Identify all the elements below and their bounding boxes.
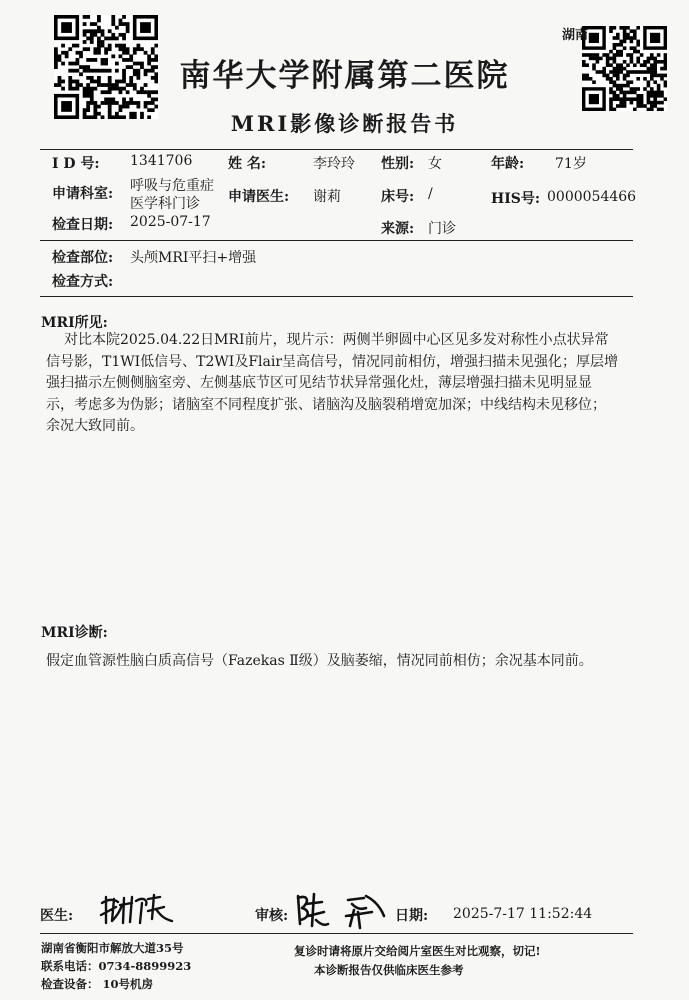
diagnosis-text: 假定血管源性脑白质高信号（Fazekas Ⅱ级）及脑萎缩，情况同前相仿；余况基本同前。 — [46, 653, 593, 669]
exam-part-value: 头颅MRI平扫+增强 — [130, 250, 257, 266]
name-value: 李玲玲 — [313, 156, 355, 172]
notice-compare: 复诊时请将原片交给阅片室医生对比观察，切记! — [294, 944, 541, 958]
age-label: 年龄: — [491, 156, 525, 172]
findings-line: 对比本院2025.04.22日MRI前片，现片示：两侧半卵圆中心区见多发对称性小点状异常 — [64, 332, 609, 348]
physician-label: 医生: — [40, 908, 74, 924]
findings-text — [46, 330, 636, 438]
rule-exam-bottom — [40, 296, 633, 297]
contact-phone: 联系电话：0734-8899923 — [41, 959, 192, 973]
id-value: 1341706 — [130, 153, 193, 169]
age-value: 71岁 — [555, 156, 587, 172]
sex-value: 女 — [428, 156, 442, 172]
findings-line: 强扫描示左侧侧脑室旁、左侧基底节区可见结节状异常强化灶，薄层增强扫描未见明显显 — [46, 375, 592, 391]
date-value: 2025-07-17 — [130, 214, 211, 230]
findings-line: 信号影，T1WI低信号、T2WI及Flair呈高信号，情况同前相仿，增强扫描未见强化；厚层增 — [46, 353, 619, 370]
rule-top — [40, 149, 633, 150]
his-label: HIS号: — [491, 191, 541, 207]
physician-signature — [98, 893, 180, 927]
exam-device: 检查设备： 10号机房 — [41, 977, 154, 991]
rule-info-bottom — [40, 240, 633, 241]
notice-reference: 本诊断报告仅供临床医生参考 — [314, 963, 464, 977]
sex-label: 性别: — [381, 156, 415, 172]
source-label: 来源: — [381, 221, 415, 237]
hospital-address: 湖南省衡阳市解放大道35号 — [41, 941, 184, 955]
his-value: 0000054466 — [547, 189, 637, 205]
source-value: 门诊 — [428, 221, 456, 237]
reviewer-signature — [294, 890, 394, 930]
date-label: 检查日期: — [52, 217, 114, 233]
doctor-value: 谢莉 — [313, 189, 341, 205]
dept-value-line2: 医学科门诊 — [130, 196, 200, 212]
hospital-name: 南华大学附属第二医院 — [179, 58, 510, 94]
footer-date-value: 2025-7-17 11:52:44 — [453, 906, 593, 922]
corner-text: 湖南 — [562, 28, 589, 43]
bed-label: 床号: — [381, 189, 415, 205]
rule-footer — [40, 933, 633, 934]
findings-line: 余况大致同前。 — [46, 418, 144, 434]
findings-line: 示，考虑多为伪影；诸脑室不同程度扩张、诸脑沟及脑裂稍增宽加深；中线结构未见移位； — [46, 396, 606, 413]
report-title: MRI影像诊断报告书 — [230, 111, 459, 136]
name-label: 姓 名: — [228, 156, 267, 172]
id-label: I D 号: — [52, 156, 100, 172]
diagnosis-label: MRI诊断: — [41, 625, 108, 641]
exam-method-label: 检查方式: — [52, 274, 114, 290]
dept-label: 申请科室: — [52, 186, 114, 202]
reviewer-label: 审核: — [255, 908, 289, 924]
findings-label: MRI所见: — [41, 315, 108, 331]
exam-part-label: 检查部位: — [52, 250, 114, 266]
bed-value: / — [428, 186, 433, 202]
dept-value-line1: 呼吸与危重症 — [130, 178, 214, 194]
footer-date-label: 日期: — [395, 908, 429, 924]
doctor-label: 申请医生: — [228, 189, 290, 205]
